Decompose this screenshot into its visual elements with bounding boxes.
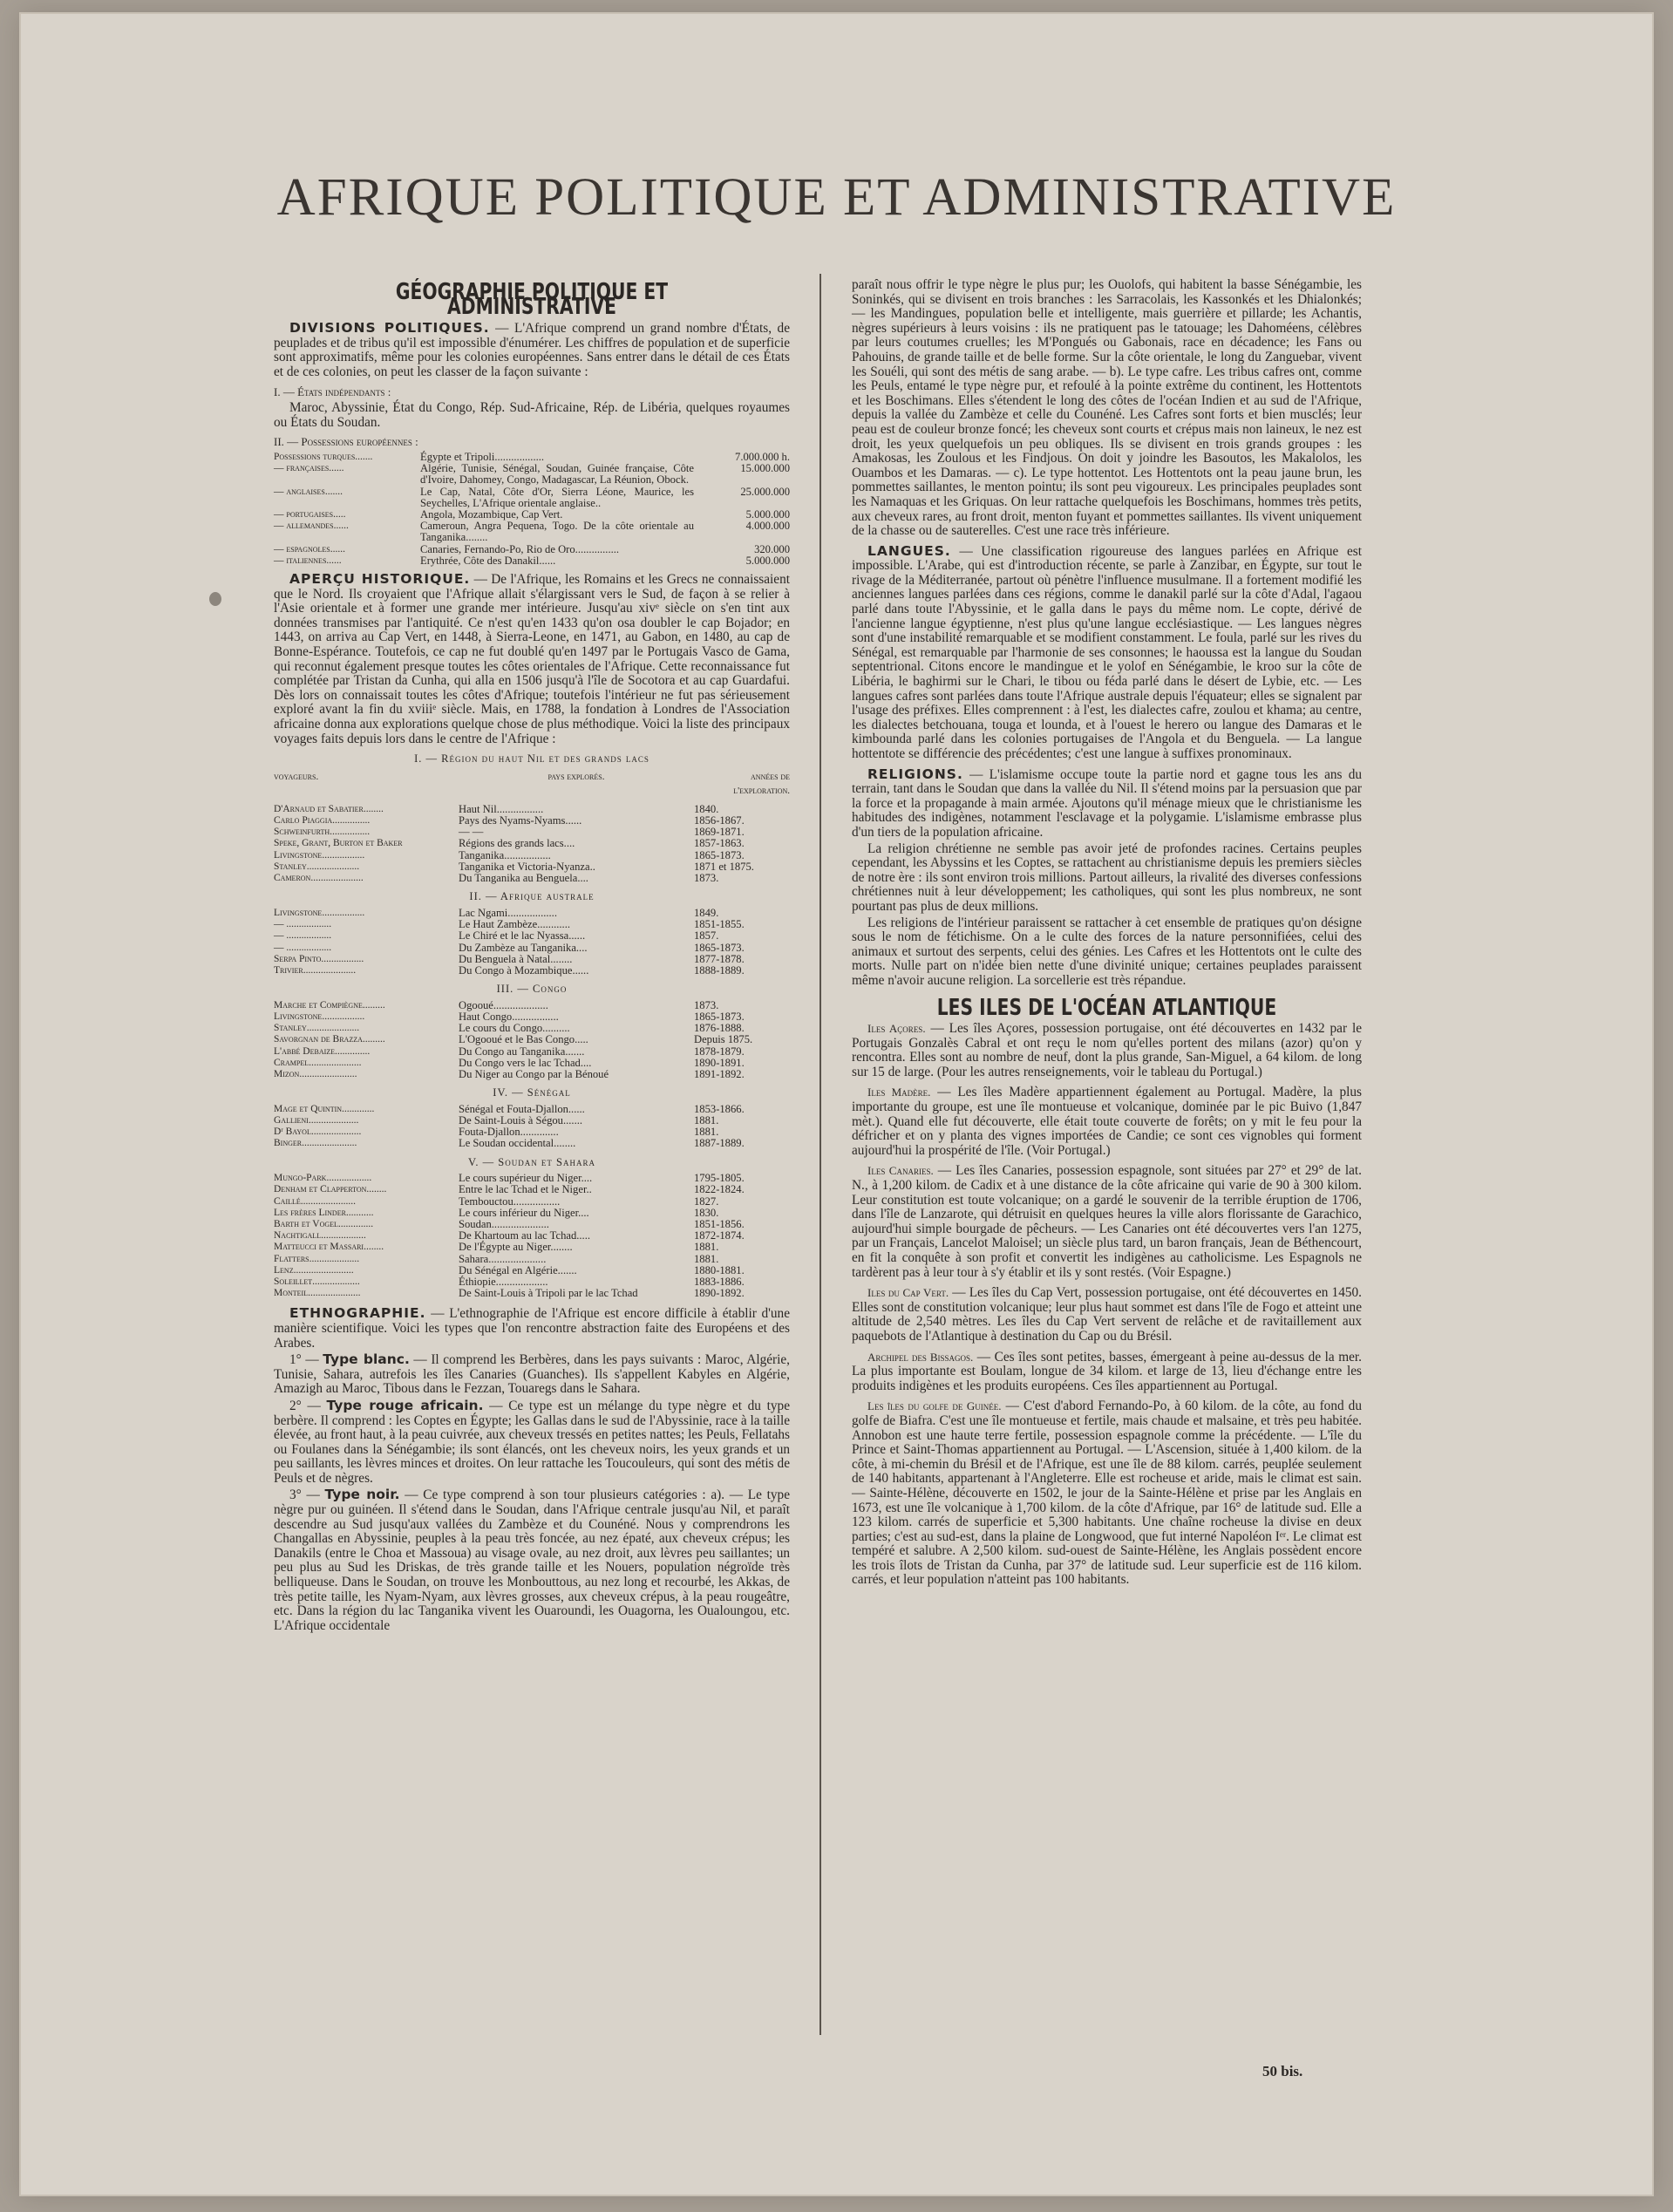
possession-lands: Erythrée, Côte des Danakil...... [420, 554, 556, 567]
voyage-years: 1865-1873. [694, 941, 745, 954]
voyage-years: 1871 et 1875. [694, 860, 754, 873]
voyage-explorer: — .................. [274, 930, 332, 942]
voyage-region: Sahara..................... [459, 1252, 547, 1265]
possession-row [274, 487, 790, 509]
ile-name: Iles Açores. [867, 1022, 926, 1036]
voyage-region: De Saint-Louis à Ségou....... [459, 1113, 583, 1126]
voyage-row [274, 1208, 790, 1219]
voyages-regions [274, 752, 790, 1299]
column-divider [819, 274, 821, 2035]
voyage-row [274, 943, 790, 954]
voyage-years: 1865-1873. [694, 848, 745, 861]
voyage-region: Du Congo vers le lac Tchad.... [459, 1056, 592, 1069]
ethnographie-paragraph [274, 1306, 790, 1351]
voyage-explorer: Barth et Vogel.............. [274, 1218, 374, 1229]
voyage-region: Haut Nil................. [459, 802, 544, 815]
voyage-explorer: Caillé...................... [274, 1195, 357, 1207]
voyage-years: 1878-1879. [694, 1045, 745, 1058]
voyage-explorer: Mungo-Park.................. [274, 1173, 372, 1184]
voyage-explorer: Dʳ Bayol.................... [274, 1126, 362, 1138]
voyage-years: 1840. [694, 802, 719, 815]
voyage-explorer: Crampel..................... [274, 1057, 362, 1068]
voyage-region: De Khartoum au lac Tchad..... [459, 1229, 591, 1242]
voyage-region: Haut Congo................. [459, 1010, 559, 1023]
voyage-explorer: Mage et Quintin............. [274, 1103, 375, 1114]
voyage-explorer: Monteil..................... [274, 1288, 361, 1299]
region-heading: V. — Soudan et Sahara [468, 1155, 595, 1168]
voyage-row [274, 1058, 790, 1069]
possession-lands: Canaries, Fernando-Po, Rio de Oro................ [420, 542, 620, 555]
possession-row [274, 521, 790, 543]
voyage-row [274, 850, 790, 861]
voyage-years: 1888-1889. [694, 963, 745, 977]
voyage-explorer: Gallieni.................... [274, 1114, 359, 1126]
voyage-explorer: Denham et Clapperton........ [274, 1184, 387, 1195]
page-number: 50 bis. [1262, 2063, 1303, 2079]
ile-text: — Les îles Madère appartiennent également au Portugal. Madère, la plus importante du groupe, est une île montueuse et volcanique, dominée par le pic Buivo (1,847 mèt.). Quand elle fut découverte, elle était toute couverte de forêts; on y mit le feu pour la défricher et on y planta des vignes importées de Candie; ce sont ces vignobles qui forment aujourd'hui la prospérité de l'île. (Voir Portugal.) [852, 1085, 1362, 1158]
possession-row [274, 544, 790, 555]
etats-text: Maroc, Abyssinie, État du Congo, Rép. Sud-Africaine, Rép. de Libéria, quelques royaumes ou États du Soudan. [274, 400, 790, 430]
voyage-region: Le Haut Zambèze............ [459, 918, 570, 931]
region-table [274, 908, 790, 977]
possession-lands: Égypte et Tripoli.................. [420, 450, 545, 463]
possession-row [274, 463, 790, 486]
voyage-row [274, 1265, 790, 1276]
voyages-header-voyageurs: voyageurs. [274, 771, 319, 782]
ile-paragraph [852, 1286, 1362, 1344]
voyage-region: De l'Égypte au Niger........ [459, 1241, 573, 1254]
voyage-row [274, 1034, 790, 1045]
type-number: 1° — [289, 1352, 323, 1368]
voyage-row [274, 1046, 790, 1058]
possession-owner: — françaises...... [274, 463, 344, 474]
ethnographie-types [274, 1352, 790, 1633]
possession-owner: — allemandes...... [274, 521, 349, 532]
voyage-years: 1872-1874. [694, 1229, 745, 1242]
page-title: AFRIQUE POLITIQUE ET ADMINISTRATIVE [276, 168, 1397, 227]
voyage-explorer: Stanley..................... [274, 1023, 360, 1034]
ile-paragraph [852, 1164, 1362, 1280]
voyage-explorer: Flatters.................... [274, 1253, 360, 1264]
apercu-text: — De l'Afrique, les Romains et les Grecs ne connaissaient que le Nord. Ils croyaient que l'Afrique allait s'élargissant vers le Sud, de façon à se relier à l'Asie orientale et à former une grande mer intérieure. Jusqu'au xivᵉ siècle on s'en tint aux données transmises par l'antiquité. Ce n'est qu'en 1433 qu'on osa doubler le cap Bojador; en 1443, on arriva au Cap Vert, en 1448, à Sierra-Leone, en 1471, au Gabon, en 1480, au cap de Bonne-Espérance. Toutefois, ce cap ne fut doublé qu'en 1497 par le Portugais Vasco de Gama, qui reconnut également presque toutes les côtes orientales de l'Afrique. Cette reconnaissance fut complétée par Tristan da Cunha, qui alla en 1506 jusqu'à l'île de Socotora et au cap Guardafui. Dès lors on connaissait toutes les côtes d'Afrique; toutefois l'intérieur ne fut pas sérieusement exploré avant la fin du xviiiᵉ siècle. Mais, en 1788, la fondation à Londres de l'Association africaine donna aux explorations quelque chose de plus méthodique. Voici la liste des principaux voyages faits depuis lors dans le centre de l'Afrique : [274, 571, 790, 746]
possession-owner: — italiennes...... [274, 555, 342, 566]
ile-name: Iles Madère. [867, 1086, 931, 1099]
voyage-explorer: Les frères Linder........... [274, 1207, 374, 1218]
paper-sheet [19, 12, 1654, 2196]
voyage-explorer: Schweinfurth................ [274, 827, 371, 838]
voyage-region: L'Ogooué et le Bas Congo..... [459, 1033, 588, 1046]
possessions-table [274, 452, 790, 567]
voyage-explorer: D'Arnaud et Sabatier........ [274, 803, 384, 814]
possession-owner: — anglaises....... [274, 486, 343, 497]
voyage-region: Entre le lac Tchad et le Niger.. [459, 1183, 592, 1196]
voyage-explorer: Serpa Pinto................. [274, 953, 364, 964]
voyage-row [274, 1184, 790, 1195]
voyage-explorer: Speke, Grant, Burton et Baker [274, 838, 403, 849]
voyage-region: Le cours supérieur du Niger.... [459, 1172, 593, 1185]
voyage-years: 1865-1873. [694, 1010, 745, 1023]
voyage-region: Du Sénégal en Algérie....... [459, 1263, 577, 1276]
langues-paragraph [852, 544, 1362, 762]
ile-name: Archipel des Bissagos. [867, 1350, 974, 1364]
possession-owner: Possessions turques....... [274, 451, 373, 462]
possession-owner: — espagnoles...... [274, 543, 346, 555]
ile-text: — Les îles du Cap Vert, possession portugaise, ont été découvertes en 1450. Elles sont de constitution volcanique; leur plus haut sommet est dans l'île de Fogo et atteint une altitude de 2,540 mètres. Les îles du Cap Vert servent de relâche et de ravitaillement aux paquebots de l'Atlantique à destination du Cap ou du Brésil. [852, 1285, 1362, 1344]
voyage-row [274, 1196, 790, 1208]
apercu-lead: APERÇU HISTORIQUE. [289, 570, 471, 587]
possession-population: 5.000.000 [745, 507, 790, 521]
possession-population: 15.000.000 [740, 462, 790, 475]
voyage-explorer: Livingstone................. [274, 849, 365, 861]
possession-lands: Angola, Mozambique, Cap Vert. [420, 507, 563, 521]
type-text: — Ce type comprend à son tour plusieurs catégories : a). — Le type nègre pur ou guinéen. Il s'étend dans le Soudan, dans l'Afrique centrale jusqu'au Nil, et paraît descendre au Sud jusqu'aux vallées du Zambèze et du Counéné. Nous y comprendrons les Changallas en Abyssinie, peuples à la peau très foncée, au nez épaté, aux cheveux crépus; les Danakils (entre le Choa et Massoua) au visage ovale, au nez droit, aux lèvres peu saillantes; un peu plus au Sud les Driskas, de très grande taille et les Nouers, population négroïde très belliqueuse. Dans le Soudan, on trouve les Monbouttous, au nez long et recourbé, les Akkas, de très petite taille, les Nyam-Nyam, aux lèvres grosses, aux cheveux crépus, à la peau rougeâtre, etc. Dans la région du lac Tanganika vivent les Ouaroundi, les Ouagorna, les Oualoungou, etc. L'Afrique occidentale [274, 1487, 790, 1633]
voyage-region: Sénégal et Fouta-Djallon...... [459, 1102, 585, 1115]
voyage-explorer: Savorgnan de Brazza......... [274, 1034, 385, 1045]
voyage-years: 1830. [694, 1206, 719, 1219]
voyage-years: 1849. [694, 906, 719, 919]
voyage-years: Depuis 1875. [694, 1033, 753, 1046]
voyage-explorer: Livingstone................. [274, 1011, 365, 1022]
voyage-explorer: Trivier..................... [274, 964, 357, 976]
voyage-region: Soudan..................... [459, 1217, 549, 1230]
voyage-years: 1881. [694, 1126, 719, 1139]
ile-paragraph [852, 1022, 1362, 1079]
type-text: — Ce type est un mélange du type nègre et du type berbère. Il comprend : les Coptes en Égypte; les Gallas dans le sud de l'Abyssinie, race à la taille élevée, au front haut, à la peau cuivrée, aux cheveux tressés en petites nattes; les Peuls, Fellatahs ou Foulanes dans la Sénégambie; ils sont élancés, ont les cheveux noirs, les yeux grands et un peu saillants, les lèvres minces et droites. On leur rattache les Toucouleurs, qui sont des métis de Peuls et de nègres. [274, 1398, 790, 1486]
voyages-header [274, 770, 790, 799]
etats-heading: I. — États indépendants : [274, 385, 391, 398]
voyage-row [274, 1254, 790, 1265]
voyage-years: 1851-1856. [694, 1217, 745, 1230]
voyage-years: 1883-1886. [694, 1275, 745, 1288]
ile-text: — Les îles Açores, possession portugaise, ont été découvertes en 1432 par le Portugais Gonzalès Cabral et ont reçu le nom qu'elles portent des milans (azor) qu'on y rencontra. Elles sont au nombre de neuf, dont la plus grande, San-Miguel, a 64 kilom. de long sur 15 de large. (Pour les autres renseignements, voir le tableau du Portugal.) [852, 1021, 1362, 1079]
ile-name: Iles Canaries. [867, 1164, 934, 1178]
possession-lands: Cameroun, Angra Pequena, Togo. De la côte orientale au Tanganika........ [420, 520, 694, 544]
voyage-explorer: Nachtigall.................. [274, 1230, 366, 1242]
voyage-region: Du Niger au Congo par la Bénoué [459, 1067, 609, 1080]
region-heading: I. — Région du haut Nil et des grands lacs [414, 752, 649, 766]
voyage-row [274, 1138, 790, 1149]
divisions-lead: DIVISIONS POLITIQUES. [289, 320, 490, 337]
left-column [274, 278, 790, 1635]
stain-mark [209, 592, 221, 606]
voyage-region: Le cours inférieur du Niger.... [459, 1206, 589, 1219]
ethnographie-type-paragraph [274, 1487, 790, 1633]
voyage-years: 1881. [694, 1241, 719, 1254]
type-number: 2° — [289, 1398, 327, 1413]
voyage-row [274, 838, 790, 849]
right-column [852, 278, 1362, 1594]
section-title-iles: LES ILES DE L'OCÉAN ATLANTIQUE [936, 994, 1277, 1021]
ile-text: — Les îles Canaries, possession espagnole, sont situées par 27° et 29° de lat. N., à 1,200 kilom. de Cadix et à une distance de la côte africaine qui varie de 90 à 300 kilom. Leur constitution est toute volcanique; on a gardé le souvenir de la terrible éruption de 1706, dans l'île de Lanzarote, qui détruisit en quelques heures la ville alors florissante de Garachico, aujourd'hui simple bourgade de pêcheurs. — Les Canaries ont été découvertes vers l'an 1275, par un Français, Lancelot Maloisel; un siècle plus tard, un baron français, Jean de Béthencourt, en fit la conquête à son profit et convertit les indigènes au catholicisme. Les Espagnols ne tardèrent pas à leur tour à s'y établir et ils y sont restés. (Voir Espagne.) [852, 1163, 1362, 1280]
voyage-row [274, 965, 790, 977]
voyage-region: Tanganika et Victoria-Nyanza.. [459, 860, 595, 873]
voyage-row [274, 873, 790, 884]
religions-paragraph-2: La religion chrétienne ne semble pas avoir jeté de profondes racines. Certains peuples cependant, les Abyssins et les Coptes, se rattachent au christianisme depuis les premiers siècles de notre ère : ils sont environ trois millions. Partout ailleurs, la rivalité des diverses confessions chrétiennes nuit à leur développement; les catholiques, qui sont les plus nombreux, ne sont pourtant pas plus de deux millions. [852, 841, 1362, 914]
ile-text: — Ces îles sont petites, basses, émergeant à peine au-dessus de la mer. La plus importante est Boulam, longue de 34 kilom. et large de 13, lieu d'échange entre les produits indigènes et les produits européens. Ces îles appartiennent au Portugal. [852, 1349, 1362, 1393]
voyage-years: 1873. [694, 872, 719, 885]
voyage-region: Lac Ngami.................. [459, 906, 557, 919]
type-name: Type rouge africain. [326, 1397, 484, 1413]
region-heading: IV. — Sénégal [493, 1086, 571, 1099]
voyage-years: 1873. [694, 998, 719, 1011]
voyage-region: Le Soudan occidental........ [459, 1137, 576, 1150]
religions-paragraph [852, 767, 1362, 841]
voyage-region: Pays des Nyams-Nyams...... [459, 814, 582, 827]
voyage-region: Du Tanganika au Benguela.... [459, 872, 588, 885]
type-name: Type noir. [324, 1487, 400, 1503]
voyage-region: — — [459, 826, 484, 839]
voyage-years: 1853-1866. [694, 1102, 745, 1115]
voyage-explorer: Mizon....................... [274, 1068, 357, 1079]
voyage-explorer: Livingstone................. [274, 907, 365, 918]
voyage-years: 1822-1824. [694, 1183, 745, 1196]
region-heading: II. — Afrique australe [469, 890, 595, 903]
type-text: — Il comprend les Berbères, dans les pays suivants : Maroc, Algérie, Tunisie, Sahara, autrefois les îles Canaries (Guanches). Ils s'appellent Kabyles en Algérie, Amazigh au Maroc, Tibous dans le Fezzan, Touaregs dans le Sahara. [274, 1352, 790, 1397]
possession-population: 25.000.000 [740, 485, 790, 498]
type-name: Type blanc. [323, 1351, 410, 1368]
divisions-paragraph [274, 321, 790, 379]
ile-paragraph [852, 1351, 1362, 1394]
voyage-explorer: Cameron..................... [274, 873, 364, 884]
voyage-years: 1881. [694, 1113, 719, 1126]
voyage-years: 1851-1855. [694, 918, 745, 931]
voyage-explorer: — .................. [274, 919, 332, 930]
region-heading: III. — Congo [496, 983, 568, 996]
voyage-years: 1876-1888. [694, 1022, 745, 1035]
region-table [274, 804, 790, 884]
voyage-explorer: Matteucci et Massari........ [274, 1242, 384, 1253]
langues-text: — Une classification rigoureuse des langues parlées en Afrique est impossible. L'Arabe, qui est d'introduction récente, se parle à Zanzibar, en Égypte, sur tout le rivage de la Méditerranée, partout où pénètre l'influence musulmane. Il a fortement modifié les anciennes langues parlées dans ces régions, comme le danakil parlé sur la côte d'Adal, l'agaou parlé dans toute l'Abyssinie, et le galla dans le pays du même nom. Le copte, dérivé de l'ancienne langue égyptienne, n'est plus qu'une langue ecclésiastique. — Les langues nègres sont d'une instabilité remarquable et se modifient constamment. Le foula, parlé sur les rives du Sénégal, est remarquable par l'harmonie de ses consonnes; le haoussa est la langue du Soudan septentrional. Citons encore le mandingue et le yolof en Sénégambie, le kroo sur la côte de Libéria, le baghirmi sur le Chari, le tibou ou féda parlé dans le désert de Lybie, etc. — Les langues cafres sont parlées dans toute l'Afrique australe depuis l'équateur; elles se signalent par l'usage des préfixes. Elles comprennent : à l'est, les dialectes cafre, zoulou et khama; au centre, les dialectes betchouana, touga et lounda, et à l'ouest le herero ou langue des Damaras et le kimbounda parlé dans les colonies portugaises de l'Angola et du Benguela. — La langue hottentote se différencie des précédentes; c'est une langue à suffixes pronominaux. [852, 543, 1362, 761]
voyage-region: De Saint-Louis à Tripoli par le lac Tchad [459, 1287, 638, 1300]
voyages-header-pays: pays explorés. [547, 771, 605, 782]
voyage-years: 1827. [694, 1194, 719, 1208]
possession-population: 320.000 [754, 542, 790, 555]
iles-list [852, 1022, 1362, 1588]
voyage-region: Ogooué.................... [459, 998, 548, 1011]
ethnographie-lead: ETHNOGRAPHIE. [289, 1305, 426, 1322]
voyage-years: 1869-1871. [694, 826, 745, 839]
ile-name: Iles du Cap Vert. [867, 1286, 949, 1300]
ethnographie-type-paragraph [274, 1399, 790, 1487]
religions-lead: RELIGIONS. [867, 766, 963, 782]
voyage-region: Du Congo au Tanganika....... [459, 1045, 585, 1058]
voyage-region: Tembouctou................. [459, 1194, 561, 1208]
voyage-explorer: Carlo Piaggia............... [274, 815, 371, 827]
region-table [274, 1000, 790, 1080]
voyage-years: 1890-1891. [694, 1056, 745, 1069]
religions-paragraph-3: Les religions de l'intérieur paraissent se rattacher à cet ensemble de pratiques qu'on désigne sous le nom de fétichisme. On a le culte des forces de la nature personnifiées, celui des animaux et surtout des serpents, celui des génies. Les Cafres et les Hottentots ont le culte des morts. Nulle part on n'idée bien nette d'une divinité unique; certaines peuplades paraissent même n'avoir aucune religion. La sorcellerie est très répandue. [852, 915, 1362, 988]
voyage-region: Tanganika................. [459, 848, 551, 861]
ile-paragraph [852, 1399, 1362, 1588]
voyage-row [274, 1104, 790, 1115]
voyage-explorer: Soleillet................... [274, 1276, 360, 1287]
section-title-geographie: GÉOGRAPHIE POLITIQUE ET ADMINISTRATIVE [395, 279, 669, 320]
voyage-years: 1881. [694, 1252, 719, 1265]
voyage-years: 1890-1892. [694, 1287, 745, 1300]
voyage-years: 1877-1878. [694, 952, 745, 965]
voyages-header-annees: années de l'exploration. [733, 771, 790, 797]
voyage-years: 1857-1863. [694, 837, 745, 850]
apercu-paragraph [274, 572, 790, 746]
voyage-region: Du Benguela à Natal........ [459, 952, 573, 965]
type-number: 3° — [289, 1487, 325, 1503]
region-table [274, 1173, 790, 1299]
voyage-row [274, 1288, 790, 1299]
voyage-row [274, 954, 790, 965]
voyage-region: Du Congo à Mozambique...... [459, 963, 589, 977]
ethnographie-continued: paraît nous offrir le type nègre le plus pur; les Ouolofs, qui habitent la basse Sénégambie, les Soninkés, qui se divisent en trois branches : les Sarracolais, les Kassonkés et les Dhialonkés; — les Mandingues, population belle et intelligente, mais guerrière et pillarde; les Achantis, nègres supérieurs à leurs voisins : ils ne pratiquent pas le tatouage; les Dahoméens, célèbres par leurs coutumes cruelles; les M'Pongués ou Gabonais, race en décadence; les Fans ou Pahouins, de grande taille et de belle forme. Sur la côte orientale, le long du Zanguebar, vivent les Souéli, qui sont des métis de sang arabe. — b). Le type cafre. Les tribus cafres ont, comme les Peuls, entamé le type nègre pur, et refoulé à la pointe extrême du continent, les Hottentots et les Boschimans. Elles s'étendent le long des côtes de l'océan Indien et au sud de l'Afrique, depuis la vallée du Zambèze et celle du Counéné. Les Cafres sont forts et bien musclés; leur peau est de couleur bronze foncé; les cheveux sont courts et crépus mais non laineux, le nez est droit, les yeux quelquefois un peu obliques. Ils se divisent en trois grands groupes : les Amakosas, les Zoulous et les Findjous. On doit y joindre les Basoutos, les Makalolos, les Ouambos et les Damaras. — c). Le type hottentot. Les Hottentots ont la peau jaune brun, les pommettes saillantes, le menton pointu; ils sont peu vigoureux. Les principales peuplades sont les Namaquas et les Griquas. On leur rattache quelquefois les Boschimans, hommes très petits, aux cheveux rares, au front droit, menton fuyant et pommettes saillantes. Ils vivent uniquement de la chasse ou de sauterelles. C'est une race très inférieure. [852, 277, 1362, 539]
ile-text: — C'est d'abord Fernando-Po, à 60 kilom. de la côte, au fond du golfe de Biafra. C'est une île montueuse et fertile, mais chaude et malsaine, et très peu habitée. Annobon est une haute terre fertile, possession espagnole comme la précédente. — L'île du Prince et Saint-Thomas appartiennent au Portugal. — L'Ascension, située à 1,400 kilom. de la côte, à mi-chemin du Brésil et de l'Afrique, est une île de 88 kilom. carrés, peuplée seulement de 140 habitants, appartenant à l'Angleterre. Elle est rocheuse et aride, mais le climat est sain. — Sainte-Hélène, découverte en 1502, le jour de la Sainte-Hélène et prise par les Anglais en 1673, est une île volcanique à 1,700 kilom. de la côte d'Afrique, par 16° de latitude sud. Elle a 123 kilom. carrés de superficie et 5,300 habitants. Une chaîne rocheuse la divise en deux parties; c'est au sud-est, dans la plaine de Longwood, que fut interné Napoléon Iᵉʳ. Le climat est tempéré et salubre. A 2,500 kilom. sud-ouest de Sainte-Hélène, les Anglais possèdent encore les trois îlots de Tristan da Cunha, par 37° de latitude sud. Leur superficie est de 116 kilom. carrés, et leur population n'atteint pas 100 habitants. [852, 1399, 1362, 1588]
region-table [274, 1104, 790, 1150]
voyage-explorer: — .................. [274, 942, 332, 953]
voyage-region: Régions des grands lacs.... [459, 837, 575, 850]
voyage-row [274, 1242, 790, 1253]
voyage-region: Éthiopie................... [459, 1275, 548, 1288]
voyage-years: 1856-1867. [694, 814, 745, 827]
voyage-region: Du Zambèze au Tanganika.... [459, 941, 588, 954]
religions-text: — L'islamisme occupe toute la partie nord et gagne tous les ans du terrain, tant dans le Soudan que dans la vallée du Nil. Il s'étend moins par la persuasion que par la force et la propagande à main armée. Ajoutons qu'il ménage mieux que le christianisme les habitudes des indigènes, notamment l'esclavage et la polygamie. L'islamisme embrasse plus d'un tiers de la population africaine. [852, 766, 1362, 840]
possession-population: 4.000.000 [745, 520, 790, 533]
possessions-heading: II. — Possessions européennes : [274, 435, 418, 449]
voyage-years: 1880-1881. [694, 1263, 745, 1276]
divisions-text: — L'Afrique comprend un grand nombre d'États, de peuplades et de tribus qu'il est impossible d'énumérer. Les chiffres de population et de superficie sont approximatifs, même pour les colonies européennes. Sans entrer dans le détail de ces États et de ces colonies, on peut les classer de la façon suivante : [274, 321, 790, 379]
voyage-region: Fouta-Djallon.............. [459, 1126, 559, 1139]
possession-population: 5.000.000 [745, 554, 790, 567]
langues-lead: LANGUES. [867, 542, 951, 559]
voyage-region: Le Chiré et le lac Nyassa...... [459, 929, 586, 943]
voyage-region: Le cours du Congo.......... [459, 1022, 570, 1035]
possession-row [274, 555, 790, 567]
ile-name: Les îles du golfe de Guinée. [867, 1399, 1002, 1413]
voyage-years: 1887-1889. [694, 1137, 745, 1150]
voyage-explorer: Marche et Compiègne......... [274, 999, 385, 1011]
possession-lands: Le Cap, Natal, Côte d'Or, Sierra Léone, Maurice, les Seychelles, L'Afrique orientale anglaise.. [420, 485, 694, 509]
voyage-explorer: Binger...................... [274, 1138, 357, 1149]
voyage-explorer: Lenz........................ [274, 1264, 354, 1276]
possession-lands: Algérie, Tunisie, Sénégal, Soudan, Guinée française, Côte d'Ivoire, Dahomey, Congo, Madagascar, La Réunion, Obock. [420, 462, 694, 487]
ethnographie-type-paragraph [274, 1352, 790, 1397]
possession-population: 7.000.000 h. [735, 450, 790, 463]
voyage-explorer: Stanley..................... [274, 861, 360, 872]
voyage-row [274, 1000, 790, 1011]
voyage-explorer: L'abbé Debaize.............. [274, 1045, 371, 1057]
voyage-row [274, 930, 790, 942]
ethnographie-text: — L'ethnographie de l'Afrique est encore difficile à établir d'une manière scientifique. Voici les types que l'on rencontre abstraction faite des Européens et des Arabes. [274, 1306, 790, 1351]
voyage-years: 1795-1805. [694, 1172, 745, 1185]
ile-paragraph [852, 1086, 1362, 1158]
voyage-years: 1891-1892. [694, 1067, 745, 1080]
voyage-years: 1857. [694, 929, 719, 943]
voyage-row [274, 1069, 790, 1080]
possession-owner: — portugaises..... [274, 508, 346, 520]
